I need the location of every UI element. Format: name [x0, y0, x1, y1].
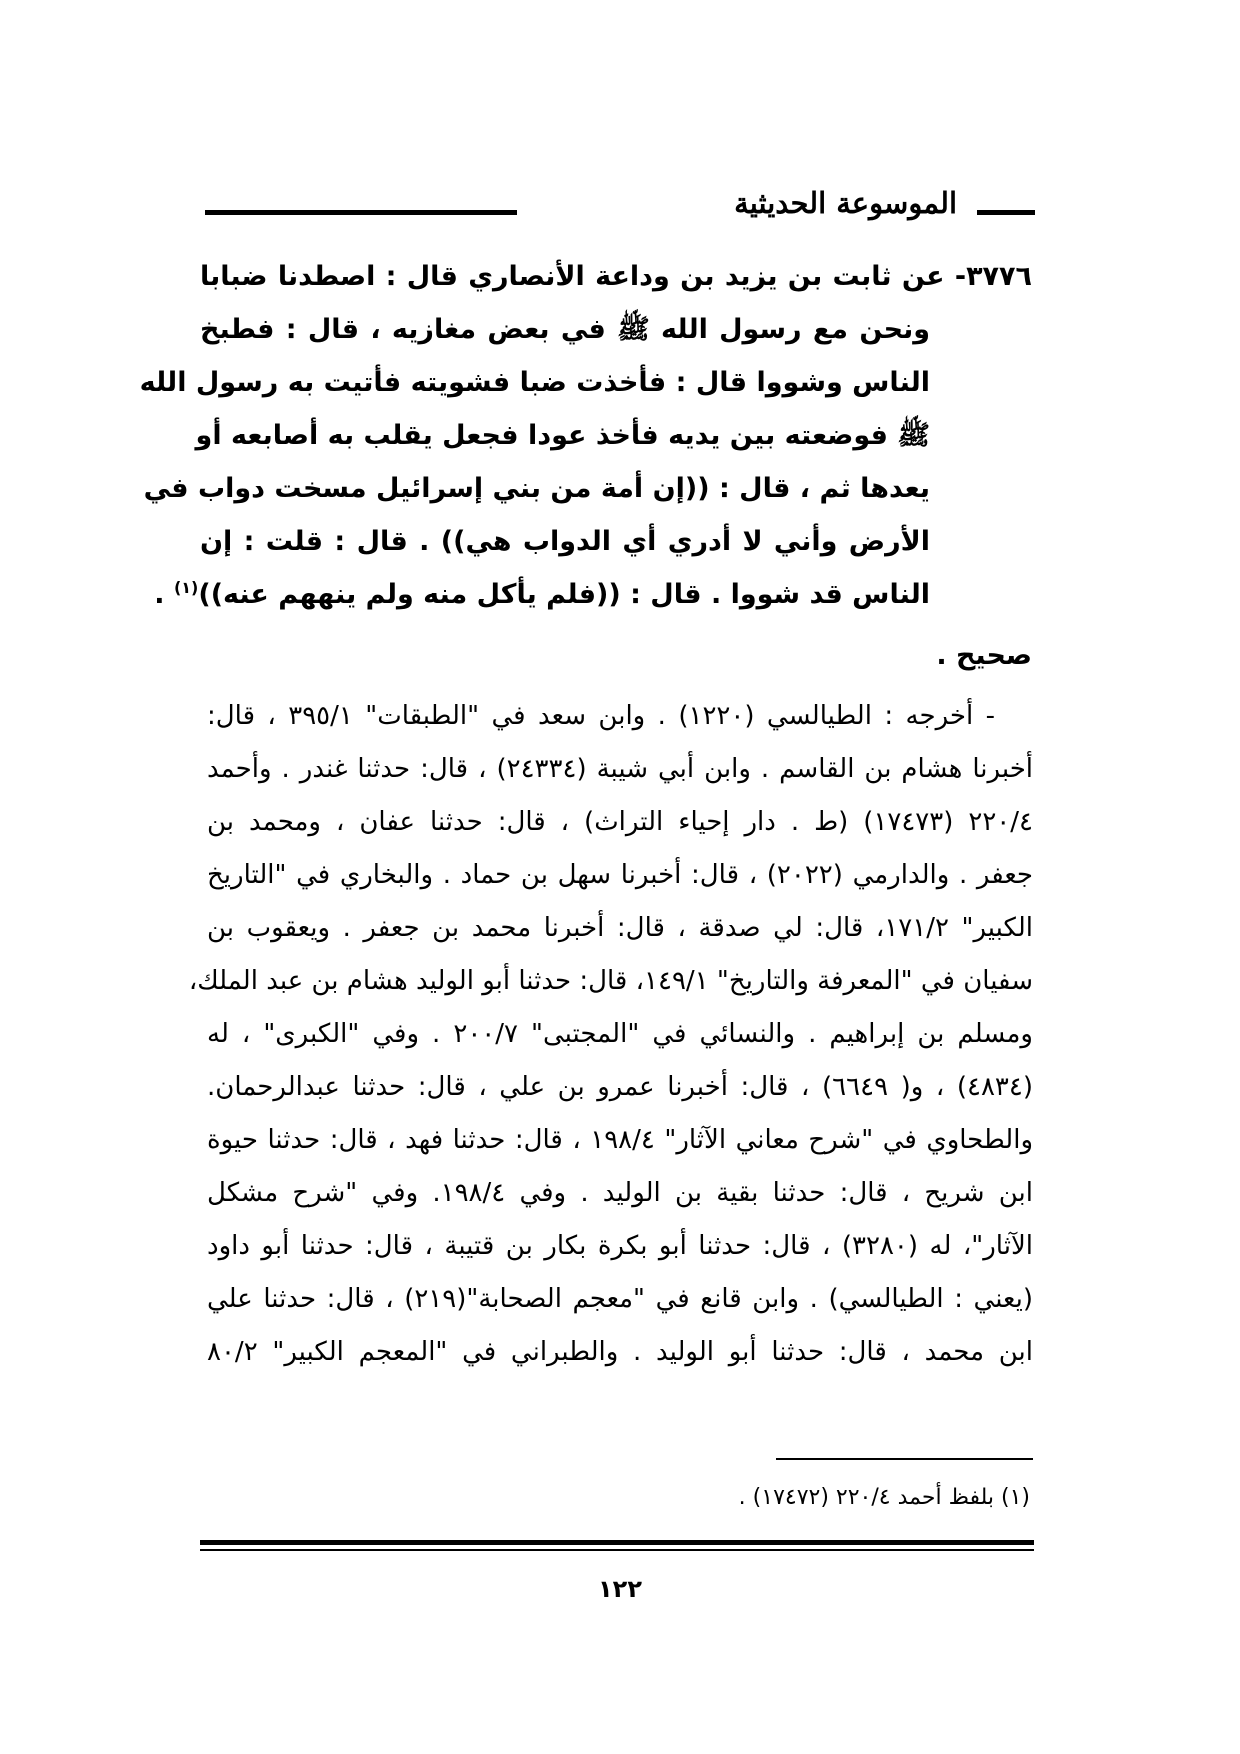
footnote-marker: (١): [173, 578, 199, 597]
header-rule-left: [205, 210, 517, 215]
takhrij-line: الآثار"، له (٣٢٨٠) ، قال: حدثنا أبو بكرة بكار بن قتيبة ، قال: حدثنا أبو داود: [207, 1231, 1033, 1261]
page-header: [205, 186, 1035, 226]
takhrij-line: ومسلم بن إبراهيم . والنسائي في "المجتبى" ٢٠٠/٧ . وفي "الكبرى" ، له: [207, 1019, 1033, 1049]
header-rule-right: [977, 210, 1035, 215]
hadith-line-2: ونحن مع رسول الله ﷺ في بعض مغازيه ، قال : فطبخ: [200, 314, 930, 345]
takhrij-line: والطحاوي في "شرح معاني الآثار" ١٩٨/٤ ، قال: حدثنا فهد ، قال: حدثنا حيوة: [207, 1125, 1033, 1155]
hadith-number: ٣٧٧٦-: [954, 261, 1032, 292]
hadith-line-7: الناس قد شووا . قال : ((فلم يأكل منه ولم ينههم عنه))$^{(١)}$ .: [154, 578, 930, 610]
takhrij-line: أخبرنا هشام بن القاسم . وابن أبي شيبة (٢٤٣٣٤) ، قال: حدثنا غندر . وأحمد: [207, 754, 1033, 784]
footnote-separator: [776, 1458, 1033, 1460]
footnote-text: (١) بلفظ أحمد ٢٢٠/٤ (١٧٤٧٢) .: [738, 1485, 1030, 1510]
header-title: الموسوعة الحديثية: [734, 186, 957, 220]
hadith-grade: صحيح .: [936, 640, 1032, 671]
takhrij-line: ابن محمد ، قال: حدثنا أبو الوليد . والطبراني في "المعجم الكبير" ٨٠/٢: [207, 1337, 1033, 1367]
takhrij-line: ابن شريح ، قال: حدثنا بقية بن الوليد . وفي ١٩٨/٤. وفي "شرح مشكل: [207, 1178, 1033, 1208]
hadith-line-5: يعدها ثم ، قال : ((إن أمة من بني إسرائيل مسخت دواب في: [143, 473, 930, 504]
hadith-line-1: ٣٧٧٦- عن ثابت بن يزيد بن وداعة الأنصاري قال : اصطدنا ضبابا: [200, 261, 1032, 292]
bottom-rule-thick: [200, 1540, 1034, 1545]
hadith-line-3: الناس وشووا قال : فأخذت ضبا فشويته فأتيت به رسول الله: [139, 367, 930, 398]
takhrij-line: - أخرجه : الطيالسي (١٢٢٠) . وابن سعد في "الطبقات" ٣٩٥/١ ، قال:: [207, 701, 996, 731]
takhrij-line: سفيان في "المعرفة والتاريخ" ١٤٩/١، قال: حدثنا أبو الوليد هشام بن عبد الملك،: [188, 966, 1033, 996]
takhrij-line: جعفر . والدارمي (٢٠٢٢) ، قال: أخبرنا سهل بن حماد . والبخاري في "التاريخ: [207, 860, 1034, 890]
hadith-continuation: [139, 303, 930, 621]
takhrij-line: الكبير" ١٧١/٢، قال: لي صدقة ، قال: أخبرنا محمد بن جعفر . ويعقوب بن: [207, 913, 1034, 943]
bottom-rule-thin: [200, 1549, 1034, 1551]
hadith-line-6: الأرض وأني لا أدري أي الدواب هي)) . قال : قلت : إن: [200, 526, 930, 557]
takhrij-paragraph: [188, 690, 1034, 1379]
hadith-text: [139, 250, 1032, 621]
takhrij-line: ٢٢٠/٤ (١٧٤٧٣) (ط . دار إحياء التراث) ، قال: حدثنا عفان ، ومحمد بن: [207, 807, 1033, 837]
takhrij-line: (يعني : الطيالسي) . وابن قانع في "معجم الصحابة"(٢١٩) ، قال: حدثنا علي: [207, 1284, 1033, 1314]
hadith-line-4: ﷺ فوضعته بين يديه فأخذ عودا فجعل يقلب به أصابعه أو: [195, 420, 930, 451]
takhrij-line: (٤٨٣٤) ، و( ٦٦٤٩) ، قال: أخبرنا عمرو بن علي ، قال: حدثنا عبدالرحمان.: [207, 1072, 1033, 1102]
page-number: ١٢٢: [598, 1575, 642, 1603]
